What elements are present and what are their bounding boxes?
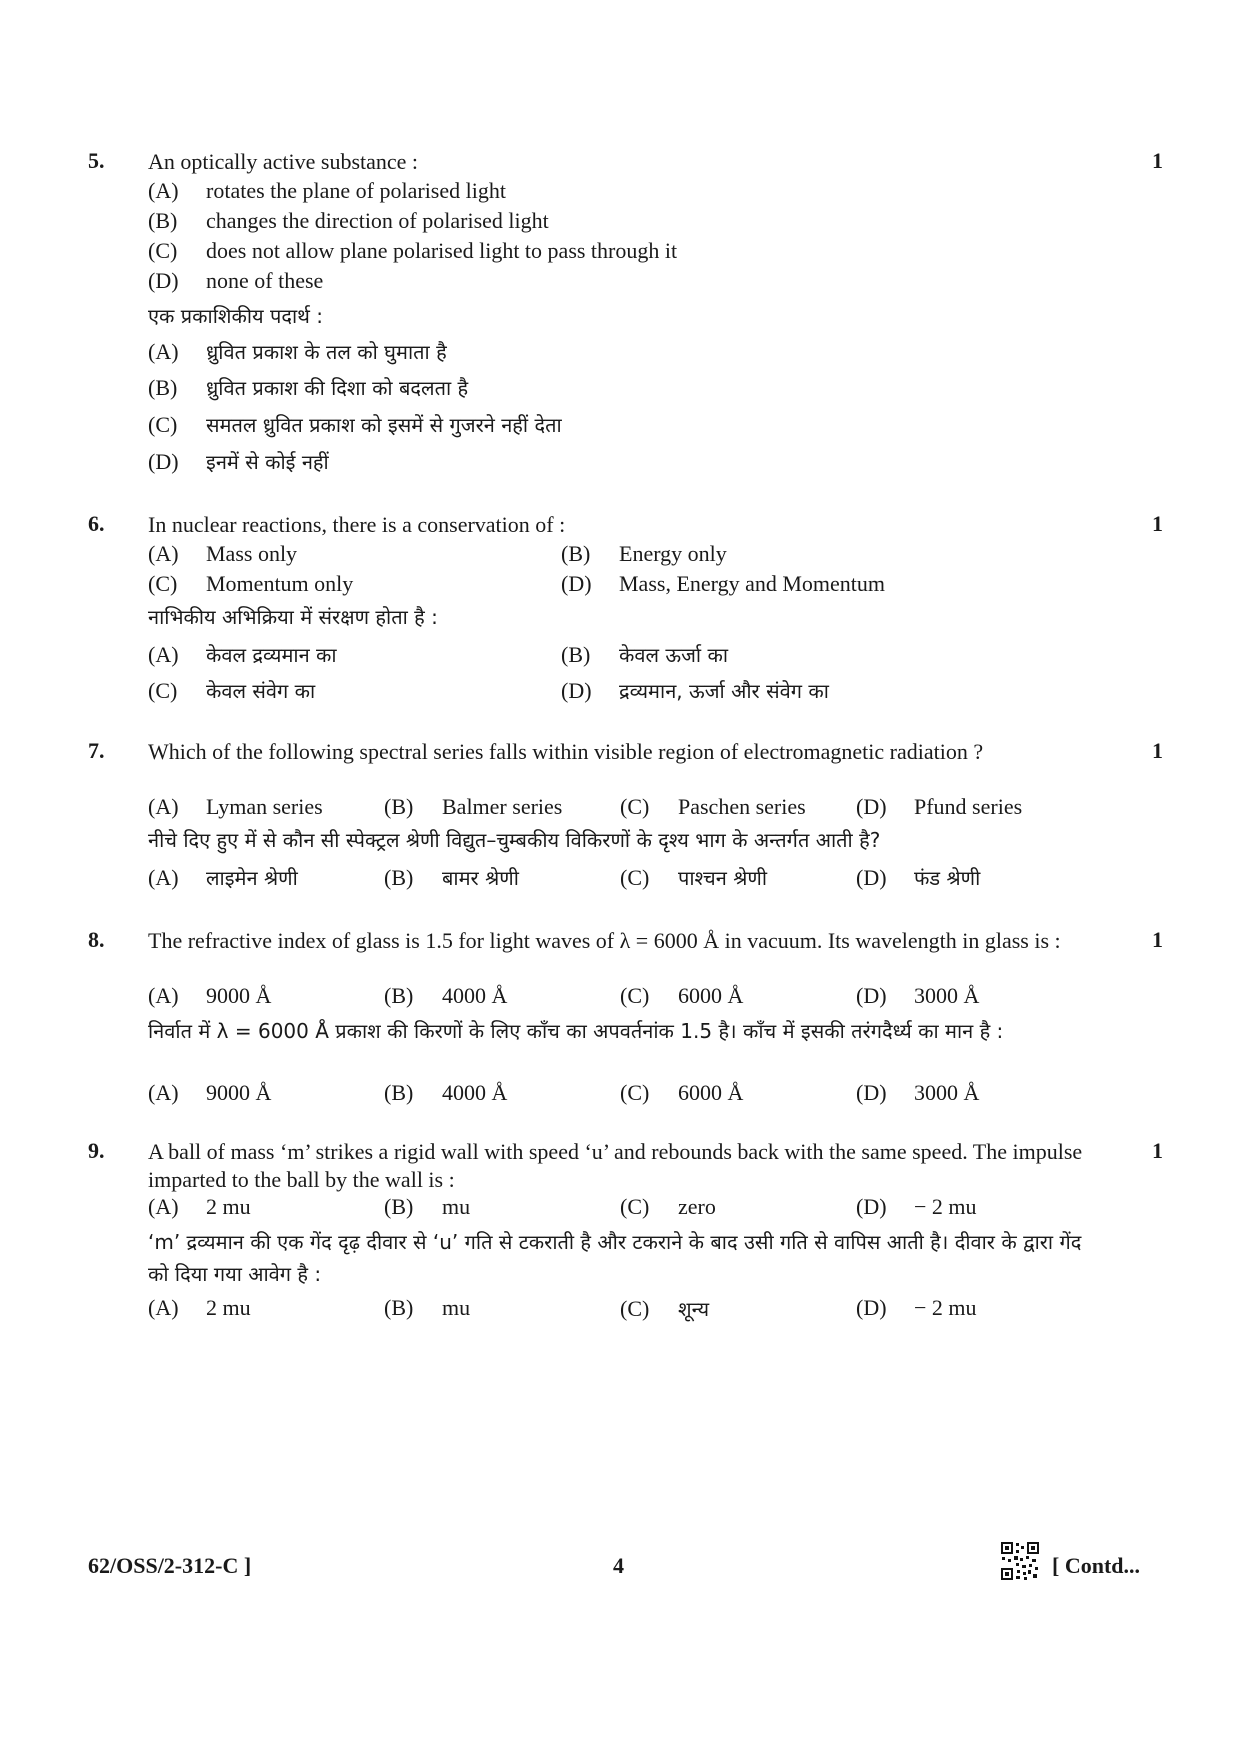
question-number: 8. [88,927,105,952]
option-hi-b: (B) बामर श्रेणी [384,865,519,890]
option-en-c: (C) zero [620,1194,716,1219]
option-en-d: (D) Mass, Energy and Momentum [561,571,886,596]
option-hi-a: (A) ध्रुवित प्रकाश के तल को घुमाता है [148,339,447,364]
question-stem-hi: निर्वात में λ = 6000 Å प्रकाश की किरणों के लिए काँच का अपवर्तनांक 1.5 है। काँच में इसकी तरंगदैर्ध्य का मान है : [148,1019,1004,1043]
option-hi-a: (A) लाइमेन श्रेणी [148,865,298,890]
question-number: 9. [88,1138,105,1163]
option-hi-b: (B) केवल ऊर्जा का [561,642,729,667]
question-stem-hi: नाभिकीय अभिक्रिया में संरक्षण होता है : [148,605,438,629]
question-number: 7. [88,738,105,763]
question-stem-hi: एक प्रकाशिकीय पदार्थ : [148,304,324,328]
option-en-a: (A) Lyman series [148,794,323,819]
option-hi-b: (B) ध्रुवित प्रकाश की दिशा को बदलता है [148,375,469,400]
option-hi-a: (A) केवल द्रव्यमान का [148,642,337,667]
question-stem-en: In nuclear reactions, there is a conservation of : [148,512,566,537]
option-hi-d: (D) फंड श्रेणी [856,865,981,890]
option-en-d: (D) none of these [148,268,324,293]
option-en-b: (B) mu [384,1194,471,1219]
question-marks: 1 [1152,1138,1163,1163]
question-stem-hi: नीचे दिए हुए में से कौन सी स्पेक्ट्रल श्रेणी विद्युत–चुम्बकीय विकिरणों के दृश्य भाग के अन्तर्गत आती है? [148,828,881,852]
option-en-c: (C) Paschen series [620,794,806,819]
paper-code: 62/OSS/2-312-C ] [88,1553,252,1578]
option-hi-c: (C) शून्य [620,1296,710,1321]
option-hi-c: (C) समतल ध्रुवित प्रकाश को इसमें से गुजरने नहीं देता [148,412,562,437]
option-hi-d: (D) इनमें से कोई नहीं [148,449,329,474]
question-stem-en: An optically active substance : [148,149,419,174]
question-stem-en: A ball of mass ‘m’ strikes a rigid wall with speed ‘u’ and rebounds back with the same speed. The impulse imparted to the ball by the wall is : [148,1139,1083,1192]
option-hi-b: (B) 4000 Å [384,1080,508,1105]
question-number: 6. [88,511,105,536]
option-en-c: (C) 6000 Å [620,983,744,1008]
question-marks: 1 [1152,927,1163,952]
option-en-d: (D) − 2 mu [856,1194,977,1219]
option-hi-d: (D) 3000 Å [856,1080,980,1105]
question-marks: 1 [1152,511,1163,536]
option-en-a: (A) 2 mu [148,1194,251,1219]
option-en-a: (A) 9000 Å [148,983,272,1008]
option-hi-d: (D) द्रव्यमान, ऊर्जा और संवेग का [561,678,829,703]
option-hi-d: (D) − 2 mu [856,1295,977,1320]
option-en-b: (B) Balmer series [384,794,563,819]
option-hi-c: (C) 6000 Å [620,1080,744,1105]
page-number: 4 [613,1553,624,1578]
option-en-d: (D) 3000 Å [856,983,980,1008]
question-marks: 1 [1152,738,1163,763]
option-hi-b: (B) mu [384,1295,471,1320]
question-stem-hi: ‘m’ द्रव्यमान की एक गेंद दृढ़ दीवार से ‘u’ गति से टकराती है और टकराने के बाद उसी गति से वापिस आती है। दीवार के द्वारा गेंद को दिया गया आवेग है : [148,1230,1082,1286]
option-en-b: (B) 4000 Å [384,983,508,1008]
option-en-c: (C) does not allow plane polarised light to pass through it [148,238,678,263]
option-hi-a: (A) 9000 Å [148,1080,272,1105]
option-en-a: (A) rotates the plane of polarised light [148,178,506,203]
option-en-b: (B) changes the direction of polarised light [148,208,549,233]
question-stem-en: The refractive index of glass is 1.5 for light waves of λ = 6000 Å in vacuum. Its wavelength in glass is : [148,928,1061,953]
option-en-c: (C) Momentum only [148,571,354,596]
option-en-a: (A) Mass only [148,541,298,566]
qr-code-icon [1000,1541,1040,1581]
option-hi-a: (A) 2 mu [148,1295,251,1320]
option-hi-c: (C) केवल संवेग का [148,678,316,703]
option-en-d: (D) Pfund series [856,794,1023,819]
option-hi-c: (C) पाश्चन श्रेणी [620,865,767,890]
contd-label: [ Contd... [1052,1553,1141,1578]
question-marks: 1 [1152,148,1163,173]
question-number: 5. [88,148,105,173]
option-en-b: (B) Energy only [561,541,727,566]
question-stem-en: Which of the following spectral series falls within visible region of electromagnetic radiation ? [148,739,984,764]
